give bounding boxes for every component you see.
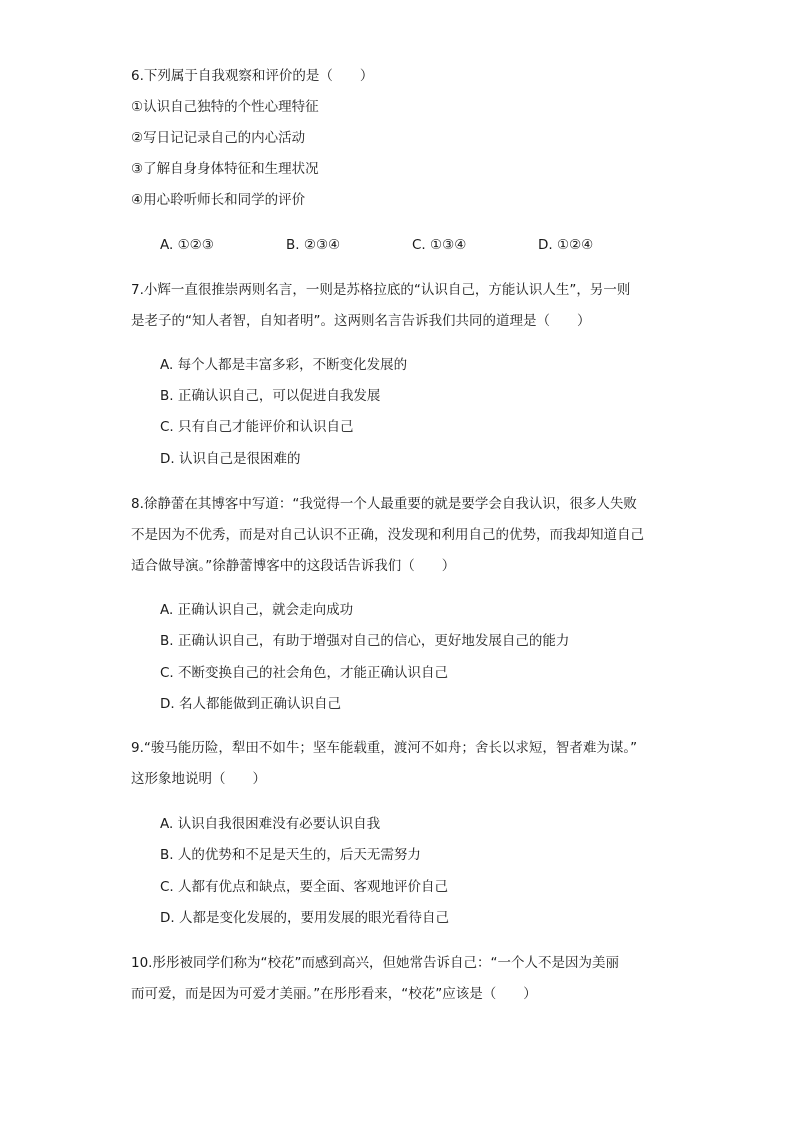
- q7-option-d: D. 认识自己是很困难的: [160, 451, 301, 467]
- q6-option-a: A. ①②③: [160, 237, 214, 253]
- q6-option-c: C. ①③④: [412, 237, 467, 253]
- q6-stem: 6.下列属于自我观察和评价的是（ ）: [131, 68, 374, 84]
- q9-option-c: C. 人都有优点和缺点，要全面、客观地评价自己: [160, 879, 449, 895]
- q7-stem-line-1: 7.小辉一直很推崇两则名言，一则是苏格拉底的“认识自己，方能认识人生”，另一则: [131, 282, 631, 298]
- q8-option-c: C. 不断变换自己的社会角色，才能正确认识自己: [160, 665, 449, 681]
- q6-option-d: D. ①②④: [538, 237, 594, 253]
- q8-stem-line-1: 8.徐静蕾在其博客中写道：“我觉得一个人最重要的就是要学会自我认识，很多人失败: [131, 496, 637, 512]
- q7-option-c: C. 只有自己才能评价和认识自己: [160, 419, 354, 435]
- q6-item-1: ①认识自己独特的个性心理特征: [131, 99, 319, 115]
- q6-item-3: ③了解自身身体特征和生理状况: [131, 161, 319, 177]
- q10-stem-line-2: 而可爱，而是因为可爱才美丽。”在彤彤看来，“校花”应该是（ ）: [131, 986, 537, 1002]
- q8-option-b: B. 正确认识自己，有助于增强对自己的信心，更好地发展自己的能力: [160, 633, 570, 649]
- q8-option-d: D. 名人都能做到正确认识自己: [160, 696, 341, 712]
- q8-option-a: A. 正确认识自己，就会走向成功: [160, 602, 354, 618]
- q8-stem-line-2: 不是因为不优秀，而是对自己认识不正确，没发现和利用自己的优势，而我却知道自己: [131, 527, 644, 543]
- q9-stem-line-2: 这形象地说明（ ）: [131, 771, 266, 787]
- q10-stem-line-1: 10.彤彤被同学们称为“校花”而感到高兴，但她常告诉自己：“一个人不是因为美丽: [131, 955, 619, 971]
- q7-option-a: A. 每个人都是丰富多彩，不断变化发展的: [160, 357, 408, 373]
- q9-option-a: A. 认识自我很困难没有必要认识自我: [160, 816, 381, 832]
- q6-option-b: B. ②③④: [286, 237, 341, 253]
- q6-item-2: ②写日记记录自己的内心活动: [131, 130, 306, 146]
- q6-item-4: ④用心聆听师长和同学的评价: [131, 192, 306, 208]
- q9-option-d: D. 人都是变化发展的，要用发展的眼光看待自己: [160, 910, 449, 926]
- q9-stem-line-1: 9.“骏马能历险，犁田不如牛；坚车能载重，渡河不如舟；舍长以求短，智者难为谋。”: [131, 740, 638, 756]
- q9-option-b: B. 人的优势和不足是天生的，后天无需努力: [160, 847, 421, 863]
- q7-stem-line-2: 是老子的“知人者智，自知者明”。这两则名言告诉我们共同的道理是（ ）: [131, 313, 591, 329]
- q7-option-b: B. 正确认识自己，可以促进自我发展: [160, 388, 381, 404]
- q8-stem-line-3: 适合做导演。”徐静蕾博客中的这段话告诉我们（ ）: [131, 558, 456, 574]
